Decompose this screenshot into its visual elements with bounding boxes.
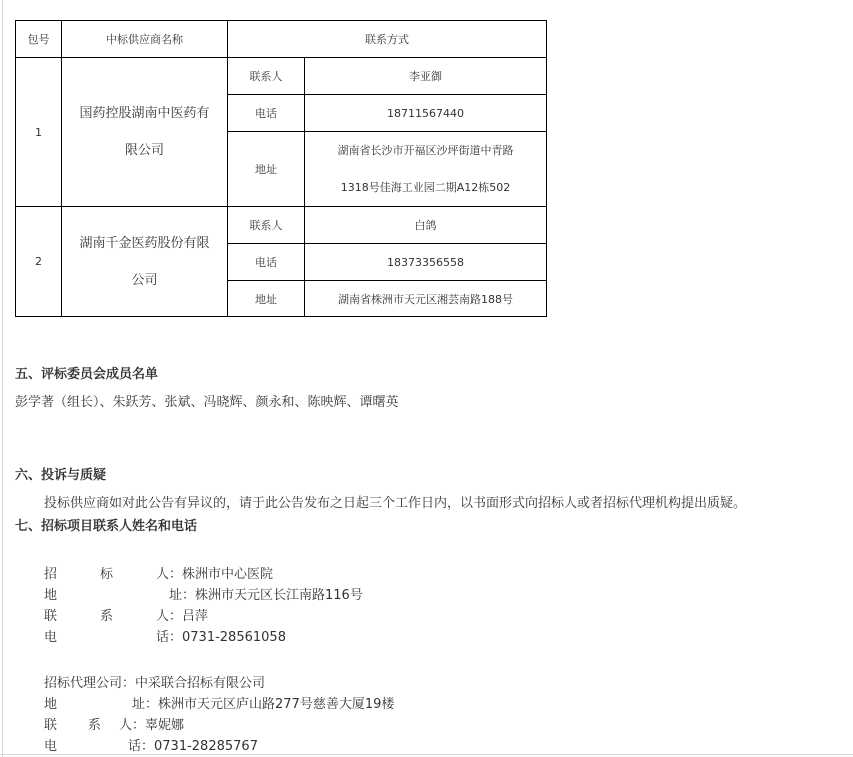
- agency-name: 中采联合招标有限公司: [135, 676, 266, 691]
- contact-person-label: 联系人: [228, 207, 305, 244]
- address-label: 地址: [228, 281, 305, 317]
- header-package: 包号: [16, 21, 62, 58]
- address-label: 地址: [228, 132, 305, 207]
- contact-person-label: 联系人: [228, 58, 305, 95]
- label-char: 电: [44, 630, 58, 645]
- address-value: [305, 132, 547, 207]
- address-line: 1318号佳海工业园二期A12栋502: [340, 181, 511, 194]
- supplier-name-line: 湖南千金医药股份有限: [79, 235, 210, 251]
- supplier-name: [62, 95, 227, 169]
- label-char: 招: [44, 567, 58, 582]
- agency-phone: 0731-28285767: [154, 739, 258, 754]
- supplier-name-cell: [62, 207, 228, 317]
- supplier-name-line: 公司: [131, 272, 158, 288]
- contact-person-value: 白鸽: [305, 207, 547, 244]
- table-row: [16, 58, 547, 95]
- tenderer-name: 株洲市中心医院: [182, 567, 274, 582]
- phone-value: 18711567440: [305, 95, 547, 132]
- tenderer-address: 株洲市天元区长江南路116号: [195, 588, 363, 603]
- agency-address-row: [44, 693, 394, 712]
- label-char: 地: [44, 588, 58, 603]
- label-char: 电: [44, 739, 58, 754]
- address-value: 湖南省株洲市天元区湘芸南路188号: [305, 281, 547, 317]
- committee-members: 彭学著（组长）、朱跃芳、张斌、冯晓辉、颜永和、陈映辉、谭曙英: [15, 395, 399, 410]
- tenderer-name-row: [44, 563, 273, 582]
- agency-contact: 辜妮娜: [145, 718, 185, 733]
- package-number: 1: [16, 58, 62, 207]
- address-line: 湖南省长沙市开福区沙坪街道中青路: [337, 144, 514, 157]
- header-contact: 联系方式: [228, 21, 547, 58]
- contact-person-value: 李亚御: [305, 58, 547, 95]
- complaints-text: 投标供应商如对此公告有异议的，请于此公告发布之日起三个工作日内，以书面形式向招标人或者招标代理机构提出质疑。: [44, 496, 747, 511]
- label-char: 话：: [156, 630, 183, 645]
- label-char: 人：: [156, 567, 183, 582]
- table-row: [16, 207, 547, 244]
- table-header-row: [16, 21, 547, 58]
- supplier-name-line: 限公司: [124, 143, 164, 158]
- tenderer-phone: 0731-28561058: [182, 630, 286, 645]
- supplier-name-line: 国药控股湖南中医药有: [79, 106, 210, 121]
- label-char: 联: [44, 718, 58, 733]
- tenderer-contact: 吕萍: [182, 609, 209, 624]
- agency-name-row: [44, 672, 265, 691]
- package-number: 2: [16, 207, 62, 317]
- section-heading-complaints: 六、投诉与质疑: [15, 468, 107, 483]
- label-char: 址：: [169, 588, 196, 603]
- section-heading-committee: 五、评标委员会成员名单: [15, 367, 159, 382]
- label-char: 址：: [132, 697, 159, 712]
- tenderer-address-row: [44, 584, 363, 603]
- phone-label: 电话: [228, 244, 305, 281]
- label-char: 人：: [156, 609, 183, 624]
- label-char: 标: [100, 567, 114, 582]
- label-char: 话：: [128, 739, 155, 754]
- agency-phone-row: [44, 735, 258, 754]
- phone-label: 电话: [228, 95, 305, 132]
- supplier-name: [62, 225, 227, 299]
- label-char: 系: [100, 609, 114, 624]
- phone-value: 18373356558: [305, 244, 547, 281]
- label-char: 地: [44, 697, 58, 712]
- tenderer-phone-row: [44, 626, 286, 645]
- tenderer-contact-row: [44, 605, 208, 624]
- page-frame-left: [2, 0, 3, 757]
- page-frame-bottom: [0, 754, 853, 755]
- agency-contact-row: [44, 714, 184, 733]
- agency-address: 株洲市天元区庐山路277号慈善大厦19楼: [158, 697, 395, 712]
- agency-name-label: 招标代理公司：: [44, 676, 136, 691]
- header-supplier: 中标供应商名称: [62, 21, 228, 58]
- award-results-table: [15, 20, 547, 317]
- supplier-name-cell: [62, 58, 228, 207]
- label-char: 系: [88, 718, 102, 733]
- section-heading-contacts: 七、招标项目联系人姓名和电话: [15, 519, 198, 534]
- label-char: 人：: [119, 718, 146, 733]
- label-char: 联: [44, 609, 58, 624]
